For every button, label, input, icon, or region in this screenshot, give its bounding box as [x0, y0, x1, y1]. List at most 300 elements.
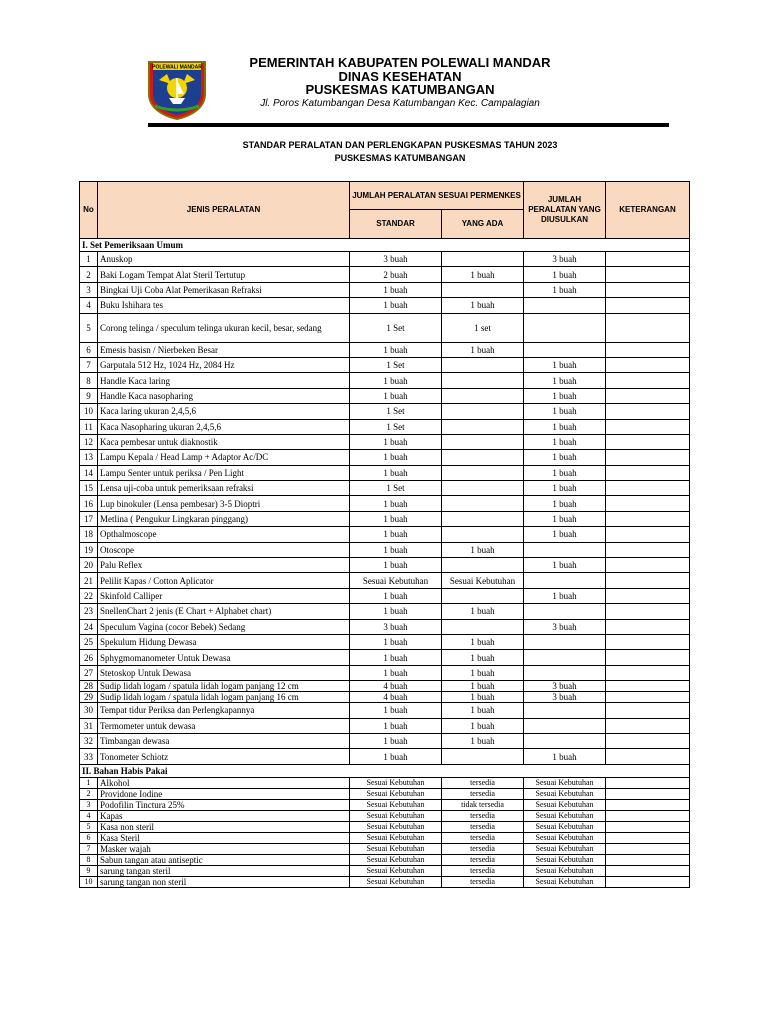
diusulkan-value: Sesuai Kebutuhan — [524, 843, 606, 854]
yang-ada-value — [442, 388, 524, 403]
item-name: Timbangan dewasa — [98, 733, 350, 748]
diusulkan-value — [524, 650, 606, 665]
standar-value: 1 buah — [350, 604, 442, 619]
diusulkan-value: Sesuai Kebutuhan — [524, 777, 606, 788]
diusulkan-value: Sesuai Kebutuhan — [524, 788, 606, 799]
yang-ada-value — [442, 511, 524, 526]
standar-value: 1 buah — [350, 527, 442, 542]
keterangan-value — [606, 749, 690, 764]
item-name: Sudip lidah logam / spatula lidah logam panjang 12 cm — [98, 681, 350, 692]
yang-ada-value — [442, 496, 524, 511]
item-name: Providone Iodine — [98, 788, 350, 799]
standar-value: 2 buah — [350, 267, 442, 282]
header-diusulkan: JUMLAH PERALATAN YANG DIUSULKAN — [524, 182, 606, 239]
header-standar: STANDAR — [350, 210, 442, 239]
table-row — [80, 718, 690, 733]
item-name: Alkohol — [98, 777, 350, 788]
item-name: Palu Reflex — [98, 558, 350, 573]
yang-ada-value — [442, 619, 524, 634]
standar-value: 1 buah — [350, 703, 442, 718]
table-row — [80, 465, 690, 480]
standar-value: 1 buah — [350, 373, 442, 388]
header-address: Jl. Poros Katumbangan Desa Katumbangan Kec. Campalagian — [260, 98, 540, 109]
table-row — [80, 450, 690, 465]
yang-ada-value — [442, 481, 524, 496]
keterangan-value — [606, 854, 690, 865]
standar-value: 1 buah — [350, 388, 442, 403]
row-number: 6 — [80, 342, 98, 357]
keterangan-value — [606, 588, 690, 603]
row-number: 21 — [80, 573, 98, 588]
row-number: 12 — [80, 434, 98, 449]
diusulkan-value: 3 buah — [524, 619, 606, 634]
item-name: Lampu Senter untuk periksa / Pen Light — [98, 465, 350, 480]
table-row — [80, 876, 690, 887]
table-row — [80, 810, 690, 821]
keterangan-value — [606, 558, 690, 573]
standar-value: Sesuai Kebutuhan — [350, 876, 442, 887]
table-row — [80, 252, 690, 267]
table-row — [80, 854, 690, 865]
section-bahan-habis-pakai-label: II. Bahan Habis Pakai — [80, 764, 690, 777]
row-number: 27 — [80, 665, 98, 680]
keterangan-value — [606, 681, 690, 692]
row-number: 2 — [80, 788, 98, 799]
keterangan-value — [606, 419, 690, 434]
keterangan-value — [606, 342, 690, 357]
standar-value: 1 buah — [350, 588, 442, 603]
item-name: Kasa Steril — [98, 832, 350, 843]
keterangan-value — [606, 388, 690, 403]
keterangan-value — [606, 527, 690, 542]
keterangan-value — [606, 703, 690, 718]
yang-ada-value: 1 buah — [442, 681, 524, 692]
standar-value: Sesuai Kebutuhan — [350, 799, 442, 810]
keterangan-value — [606, 604, 690, 619]
item-name: Podofilin Tinctura 25% — [98, 799, 350, 810]
keterangan-value — [606, 450, 690, 465]
keterangan-value — [606, 542, 690, 557]
keterangan-value — [606, 865, 690, 876]
header-jumlah-permenkes: JUMLAH PERALATAN SESUAI PERMENKES — [350, 182, 524, 210]
keterangan-value — [606, 810, 690, 821]
standar-value: 3 buah — [350, 252, 442, 267]
table-row — [80, 267, 690, 282]
table-row — [80, 749, 690, 764]
table-row — [80, 865, 690, 876]
standar-value: 4 buah — [350, 692, 442, 703]
standar-value: 1 Set — [350, 419, 442, 434]
standar-value: 1 buah — [350, 665, 442, 680]
table-row — [80, 832, 690, 843]
standar-value: 1 buah — [350, 749, 442, 764]
yang-ada-value — [442, 588, 524, 603]
row-number: 18 — [80, 527, 98, 542]
diusulkan-value: 3 buah — [524, 692, 606, 703]
diusulkan-value: Sesuai Kebutuhan — [524, 810, 606, 821]
diusulkan-value: 1 buah — [524, 496, 606, 511]
diusulkan-value — [524, 733, 606, 748]
yang-ada-value: tidak tersedia — [442, 799, 524, 810]
table-row — [80, 604, 690, 619]
yang-ada-value: 1 buah — [442, 604, 524, 619]
standar-value: 1 buah — [350, 650, 442, 665]
item-name: Kasa non steril — [98, 821, 350, 832]
yang-ada-value — [442, 465, 524, 480]
yang-ada-value — [442, 373, 524, 388]
header-agency: DINAS KESEHATAN — [338, 69, 462, 84]
yang-ada-value — [442, 282, 524, 297]
header-government: PEMERINTAH KABUPATEN POLEWALI MANDAR — [249, 55, 551, 70]
yang-ada-value: tersedia — [442, 821, 524, 832]
table-row — [80, 527, 690, 542]
table-row — [80, 373, 690, 388]
header-keterangan: KETERANGAN — [606, 182, 690, 239]
item-name: Termometer untuk dewasa — [98, 718, 350, 733]
yang-ada-value: tersedia — [442, 876, 524, 887]
section-bahan-habis-pakai — [80, 764, 690, 777]
table-row — [80, 703, 690, 718]
keterangan-value — [606, 718, 690, 733]
item-name: Handle Kaca laring — [98, 373, 350, 388]
table-row — [80, 481, 690, 496]
yang-ada-value — [442, 527, 524, 542]
diusulkan-value — [524, 573, 606, 588]
item-name: Sphygmomanometer Untuk Dewasa — [98, 650, 350, 665]
yang-ada-value: 1 buah — [442, 718, 524, 733]
row-number: 5 — [80, 821, 98, 832]
keterangan-value — [606, 404, 690, 419]
table-row — [80, 511, 690, 526]
polewali-mandar-emblem — [145, 58, 209, 120]
row-number: 3 — [80, 799, 98, 810]
yang-ada-value: 1 buah — [442, 692, 524, 703]
keterangan-value — [606, 434, 690, 449]
item-name: Kaca laring ukuran 2,4,5,6 — [98, 404, 350, 419]
item-name: Lup binokuler (Lensa pembesar) 3-5 Dioptri — [98, 496, 350, 511]
table-row — [80, 434, 690, 449]
row-number: 24 — [80, 619, 98, 634]
standar-value: 1 buah — [350, 342, 442, 357]
row-number: 28 — [80, 681, 98, 692]
row-number: 9 — [80, 388, 98, 403]
row-number: 4 — [80, 298, 98, 313]
yang-ada-value: 1 buah — [442, 298, 524, 313]
item-name: Sabun tangan atau antiseptic — [98, 854, 350, 865]
keterangan-value — [606, 357, 690, 372]
diusulkan-value: 1 buah — [524, 588, 606, 603]
table-row — [80, 821, 690, 832]
table-row — [80, 692, 690, 703]
row-number: 15 — [80, 481, 98, 496]
item-name: Kaca Nasopharing ukuran 2,4,5,6 — [98, 419, 350, 434]
diusulkan-value: Sesuai Kebutuhan — [524, 865, 606, 876]
yang-ada-value: 1 buah — [442, 650, 524, 665]
table-row — [80, 404, 690, 419]
item-name: Garputala 512 Hz, 1024 Hz, 2084 Hz — [98, 357, 350, 372]
row-number: 13 — [80, 450, 98, 465]
table-row — [80, 298, 690, 313]
standar-value: 1 Set — [350, 404, 442, 419]
diusulkan-value: 1 buah — [524, 749, 606, 764]
row-number: 16 — [80, 496, 98, 511]
section-set-pemeriksaan-umum — [80, 239, 690, 252]
standar-value: 1 buah — [350, 496, 442, 511]
row-number: 19 — [80, 542, 98, 557]
keterangan-value — [606, 843, 690, 854]
item-name: sarung tangan non steril — [98, 876, 350, 887]
keterangan-value — [606, 619, 690, 634]
standar-value: 4 buah — [350, 681, 442, 692]
standar-value: Sesuai Kebutuhan — [350, 832, 442, 843]
item-name: sarung tangan steril — [98, 865, 350, 876]
diusulkan-value — [524, 298, 606, 313]
diusulkan-value: 1 buah — [524, 404, 606, 419]
item-name: Otoscope — [98, 542, 350, 557]
row-number: 17 — [80, 511, 98, 526]
table-row — [80, 650, 690, 665]
yang-ada-value — [442, 357, 524, 372]
item-name: Lensa uji-coba untuk pemeriksaan refraksi — [98, 481, 350, 496]
standar-value: 1 buah — [350, 511, 442, 526]
yang-ada-value — [442, 404, 524, 419]
item-name: Metlina ( Pengukur Lingkaran pinggang) — [98, 511, 350, 526]
yang-ada-value — [442, 749, 524, 764]
diusulkan-value — [524, 703, 606, 718]
keterangan-value — [606, 634, 690, 649]
standar-value: 3 buah — [350, 619, 442, 634]
table-row — [80, 342, 690, 357]
standar-value: 1 buah — [350, 634, 442, 649]
keterangan-value — [606, 252, 690, 267]
diusulkan-value: 1 buah — [524, 511, 606, 526]
row-number: 6 — [80, 832, 98, 843]
keterangan-value — [606, 799, 690, 810]
svg-text:POLEWALI MANDAR: POLEWALI MANDAR — [152, 64, 202, 71]
diusulkan-value: 1 buah — [524, 465, 606, 480]
standar-value: Sesuai Kebutuhan — [350, 573, 442, 588]
item-name: Corong telinga / speculum telinga ukuran kecil, besar, sedang — [98, 313, 350, 342]
diusulkan-value: 1 buah — [524, 373, 606, 388]
diusulkan-value: 1 buah — [524, 357, 606, 372]
standar-value: Sesuai Kebutuhan — [350, 854, 442, 865]
diusulkan-value: Sesuai Kebutuhan — [524, 832, 606, 843]
document-subtitle: PUSKESMAS KATUMBANGAN — [334, 153, 466, 163]
row-number: 5 — [80, 313, 98, 342]
diusulkan-value — [524, 342, 606, 357]
yang-ada-value: tersedia — [442, 777, 524, 788]
keterangan-value — [606, 573, 690, 588]
standar-value: 1 buah — [350, 434, 442, 449]
standar-value: 1 buah — [350, 718, 442, 733]
yang-ada-value — [442, 419, 524, 434]
diusulkan-value: Sesuai Kebutuhan — [524, 854, 606, 865]
keterangan-value — [606, 313, 690, 342]
row-number: 8 — [80, 854, 98, 865]
diusulkan-value: 3 buah — [524, 681, 606, 692]
yang-ada-value: tersedia — [442, 865, 524, 876]
diusulkan-value — [524, 634, 606, 649]
diusulkan-value: 1 buah — [524, 527, 606, 542]
keterangan-value — [606, 373, 690, 388]
yang-ada-value — [442, 434, 524, 449]
item-name: Sudip lidah logam / spatula lidah logam panjang 16 cm — [98, 692, 350, 703]
item-name: Emesis basisn / Nierbeken Besar — [98, 342, 350, 357]
keterangan-value — [606, 832, 690, 843]
yang-ada-value: Sesuai Kebutuhan — [442, 573, 524, 588]
diusulkan-value — [524, 718, 606, 733]
keterangan-value — [606, 788, 690, 799]
equipment-table — [79, 181, 690, 888]
standar-value: 1 Set — [350, 481, 442, 496]
standar-value: 1 buah — [350, 465, 442, 480]
keterangan-value — [606, 481, 690, 496]
yang-ada-value: 1 set — [442, 313, 524, 342]
row-number: 1 — [80, 777, 98, 788]
item-name: Skinfold Calliper — [98, 588, 350, 603]
item-name: Kaca pembesar untuk diaknostik — [98, 434, 350, 449]
standar-value: 1 buah — [350, 282, 442, 297]
item-name: Bingkai Uji Coba Alat Pemerikasan Refraksi — [98, 282, 350, 297]
row-number: 29 — [80, 692, 98, 703]
row-number: 23 — [80, 604, 98, 619]
yang-ada-value: 1 buah — [442, 634, 524, 649]
keterangan-value — [606, 692, 690, 703]
table-row — [80, 357, 690, 372]
item-name: Lampu Kepala / Head Lamp + Adaptor Ac/DC — [98, 450, 350, 465]
keterangan-value — [606, 298, 690, 313]
table-row — [80, 388, 690, 403]
keterangan-value — [606, 511, 690, 526]
keterangan-value — [606, 282, 690, 297]
table-row — [80, 573, 690, 588]
yang-ada-value: tersedia — [442, 843, 524, 854]
diusulkan-value: 1 buah — [524, 267, 606, 282]
item-name: Masker wajah — [98, 843, 350, 854]
table-row — [80, 619, 690, 634]
row-number: 31 — [80, 718, 98, 733]
row-number: 33 — [80, 749, 98, 764]
diusulkan-value: Sesuai Kebutuhan — [524, 876, 606, 887]
yang-ada-value — [442, 450, 524, 465]
standar-value: Sesuai Kebutuhan — [350, 843, 442, 854]
table-row — [80, 733, 690, 748]
table-row — [80, 681, 690, 692]
yang-ada-value: 1 buah — [442, 267, 524, 282]
keterangan-value — [606, 733, 690, 748]
yang-ada-value: 1 buah — [442, 542, 524, 557]
item-name: SnellenChart 2 jenis (E Chart + Alphabet chart) — [98, 604, 350, 619]
table-row — [80, 282, 690, 297]
item-name: Tonometer Schiotz — [98, 749, 350, 764]
diusulkan-value — [524, 542, 606, 557]
row-number: 30 — [80, 703, 98, 718]
yang-ada-value: 1 buah — [442, 342, 524, 357]
diusulkan-value: 1 buah — [524, 434, 606, 449]
row-number: 26 — [80, 650, 98, 665]
standar-value: Sesuai Kebutuhan — [350, 788, 442, 799]
row-number: 7 — [80, 357, 98, 372]
diusulkan-value: 1 buah — [524, 388, 606, 403]
table-row — [80, 634, 690, 649]
keterangan-value — [606, 821, 690, 832]
standar-value: 1 buah — [350, 542, 442, 557]
table-row — [80, 788, 690, 799]
row-number: 2 — [80, 267, 98, 282]
item-name: Tempat tidur Periksa dan Perlengkapannya — [98, 703, 350, 718]
standar-value: Sesuai Kebutuhan — [350, 810, 442, 821]
row-number: 32 — [80, 733, 98, 748]
keterangan-value — [606, 665, 690, 680]
diusulkan-value — [524, 604, 606, 619]
section-set-pemeriksaan-umum-label: I. Set Pemeriksaan Umum — [80, 239, 690, 252]
row-number: 25 — [80, 634, 98, 649]
standar-value: Sesuai Kebutuhan — [350, 777, 442, 788]
row-number: 11 — [80, 419, 98, 434]
row-number: 3 — [80, 282, 98, 297]
table-row — [80, 542, 690, 557]
header-yang-ada: YANG ADA — [442, 210, 524, 239]
diusulkan-value: 1 buah — [524, 481, 606, 496]
row-number: 8 — [80, 373, 98, 388]
header-no: No — [80, 182, 98, 239]
header-divider — [148, 123, 669, 127]
standar-value: 1 Set — [350, 313, 442, 342]
yang-ada-value — [442, 558, 524, 573]
header-jenis-peralatan: JENIS PERALATAN — [98, 182, 350, 239]
diusulkan-value: 1 buah — [524, 558, 606, 573]
yang-ada-value: tersedia — [442, 810, 524, 821]
yang-ada-value: tersedia — [442, 788, 524, 799]
yang-ada-value — [442, 252, 524, 267]
standar-value: Sesuai Kebutuhan — [350, 821, 442, 832]
standar-value: Sesuai Kebutuhan — [350, 865, 442, 876]
diusulkan-value — [524, 313, 606, 342]
item-name: Buku Ishihara tes — [98, 298, 350, 313]
row-number: 1 — [80, 252, 98, 267]
row-number: 20 — [80, 558, 98, 573]
item-name: Speculum Vagina (cocor Bebek) Sedang — [98, 619, 350, 634]
keterangan-value — [606, 876, 690, 887]
document-title: STANDAR PERALATAN DAN PERLENGKAPAN PUSKESMAS TAHUN 2023 — [242, 140, 558, 150]
item-name: Kapas — [98, 810, 350, 821]
table-row — [80, 665, 690, 680]
diusulkan-value: 1 buah — [524, 450, 606, 465]
item-name: Spekulum Hidung Dewasa — [98, 634, 350, 649]
yang-ada-value: 1 buah — [442, 703, 524, 718]
row-number: 14 — [80, 465, 98, 480]
item-name: Anuskop — [98, 252, 350, 267]
table-row — [80, 313, 690, 342]
table-row — [80, 588, 690, 603]
diusulkan-value: Sesuai Kebutuhan — [524, 821, 606, 832]
table-row — [80, 496, 690, 511]
row-number: 22 — [80, 588, 98, 603]
table-row — [80, 843, 690, 854]
yang-ada-value: tersedia — [442, 854, 524, 865]
standar-value: 1 buah — [350, 450, 442, 465]
diusulkan-value: Sesuai Kebutuhan — [524, 799, 606, 810]
table-row — [80, 777, 690, 788]
keterangan-value — [606, 465, 690, 480]
table-row — [80, 799, 690, 810]
item-name: Stetoskop Untuk Dewasa — [98, 665, 350, 680]
keterangan-value — [606, 267, 690, 282]
header-puskesmas: PUSKESMAS KATUMBANGAN — [305, 82, 495, 97]
standar-value: 1 buah — [350, 558, 442, 573]
row-number: 10 — [80, 876, 98, 887]
keterangan-value — [606, 650, 690, 665]
